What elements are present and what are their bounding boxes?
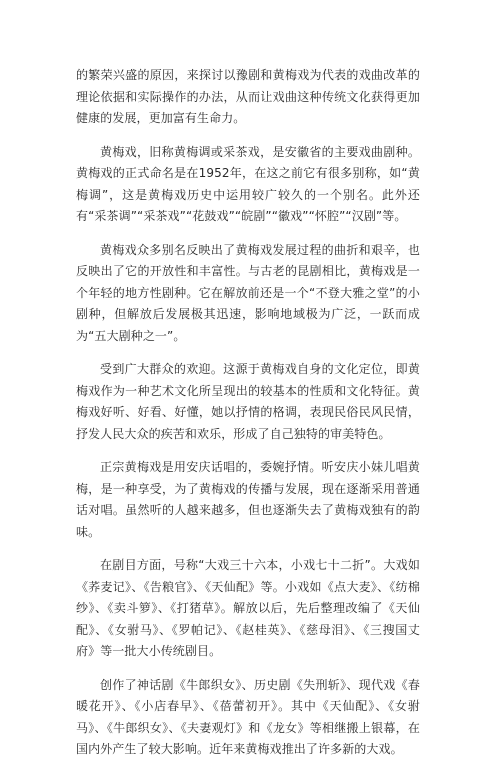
paragraph-1: 的繁荣兴盛的原因，来探讨以豫剧和黄梅戏为代表的戏曲改革的理论依据和实际操作的办法，从而让戏曲这种传统文化获得更加健康的发展，更加富有生命力。	[76, 68, 420, 125]
paragraph-3: 黄梅戏众多别名反映出了黄梅戏发展过程的曲折和艰辛，也反映出了它的开放性和丰富性。与古老的昆剧相比，黄梅戏是一个年轻的地方性剧种。它在解放前还是一个“不登大雅之堂”的小剧种，但解放后发展极其迅速，影响地域极为广泛，一跃而成为“五大剧种之一”。	[76, 242, 420, 343]
document-body	[76, 65, 420, 773]
paragraph-5: 正宗黄梅戏是用安庆话唱的，委婉抒情。听安庆小妹儿唱黄梅，是一种享受，为了黄梅戏的传播与发展，现在逐渐采用普通话对唱。虽然听的人越来越多，但也逐渐失去了黄梅戏独有的韵味。	[76, 460, 420, 539]
paragraph-6: 在剧目方面，号称“大戏三十六本，小戏七十二折”。大戏如《荞麦记》、《告粮官》、《天仙配》等。小戏如《点大麦》、《纺棉纱》、《卖斗箩》、《打猪草》。解放以后，先后整理改编了《天仙配》、《女驸马》、《罗帕记》、《赵桂英》、《慈母泪》、《三搜国丈府》等一批大小传统剧目。	[76, 558, 420, 658]
paragraph-7: 创作了神话剧《牛郎织女》、历史剧《失刑斩》、现代戏《春暖花开》、《小店春早》、《蓓蕾初开》。其中《天仙配》、《女驸马》、《牛郎织女》、《夫妻观灯》和《龙女》等相继搬上银幕，在国内外产生了较大影响。近年来黄梅戏推出了许多新的大戏。	[76, 677, 420, 756]
paragraph-2: 黄梅戏，旧称黄梅调或采茶戏，是安徽省的主要戏曲剧种。黄梅戏的正式命名是在1952年，在这之前它有很多别称，如“黄梅调”，这是黄梅戏历史中运用较广较久的一个别名。此外还有“采茶调”“采茶戏”“花鼓戏”“皖剧”“徽戏”“怀腔”“汉剧”等。	[76, 144, 420, 223]
paragraph-4: 受到广大群众的欢迎。这源于黄梅戏自身的文化定位，即黄梅戏作为一种艺术文化所呈现出的较基本的性质和文化特征。黄梅戏好听、好看、好懂，她以抒情的格调，表现民俗民风民情，抒发人民大众的疾苦和欢乐，形成了自己独特的审美特色。	[76, 362, 420, 441]
